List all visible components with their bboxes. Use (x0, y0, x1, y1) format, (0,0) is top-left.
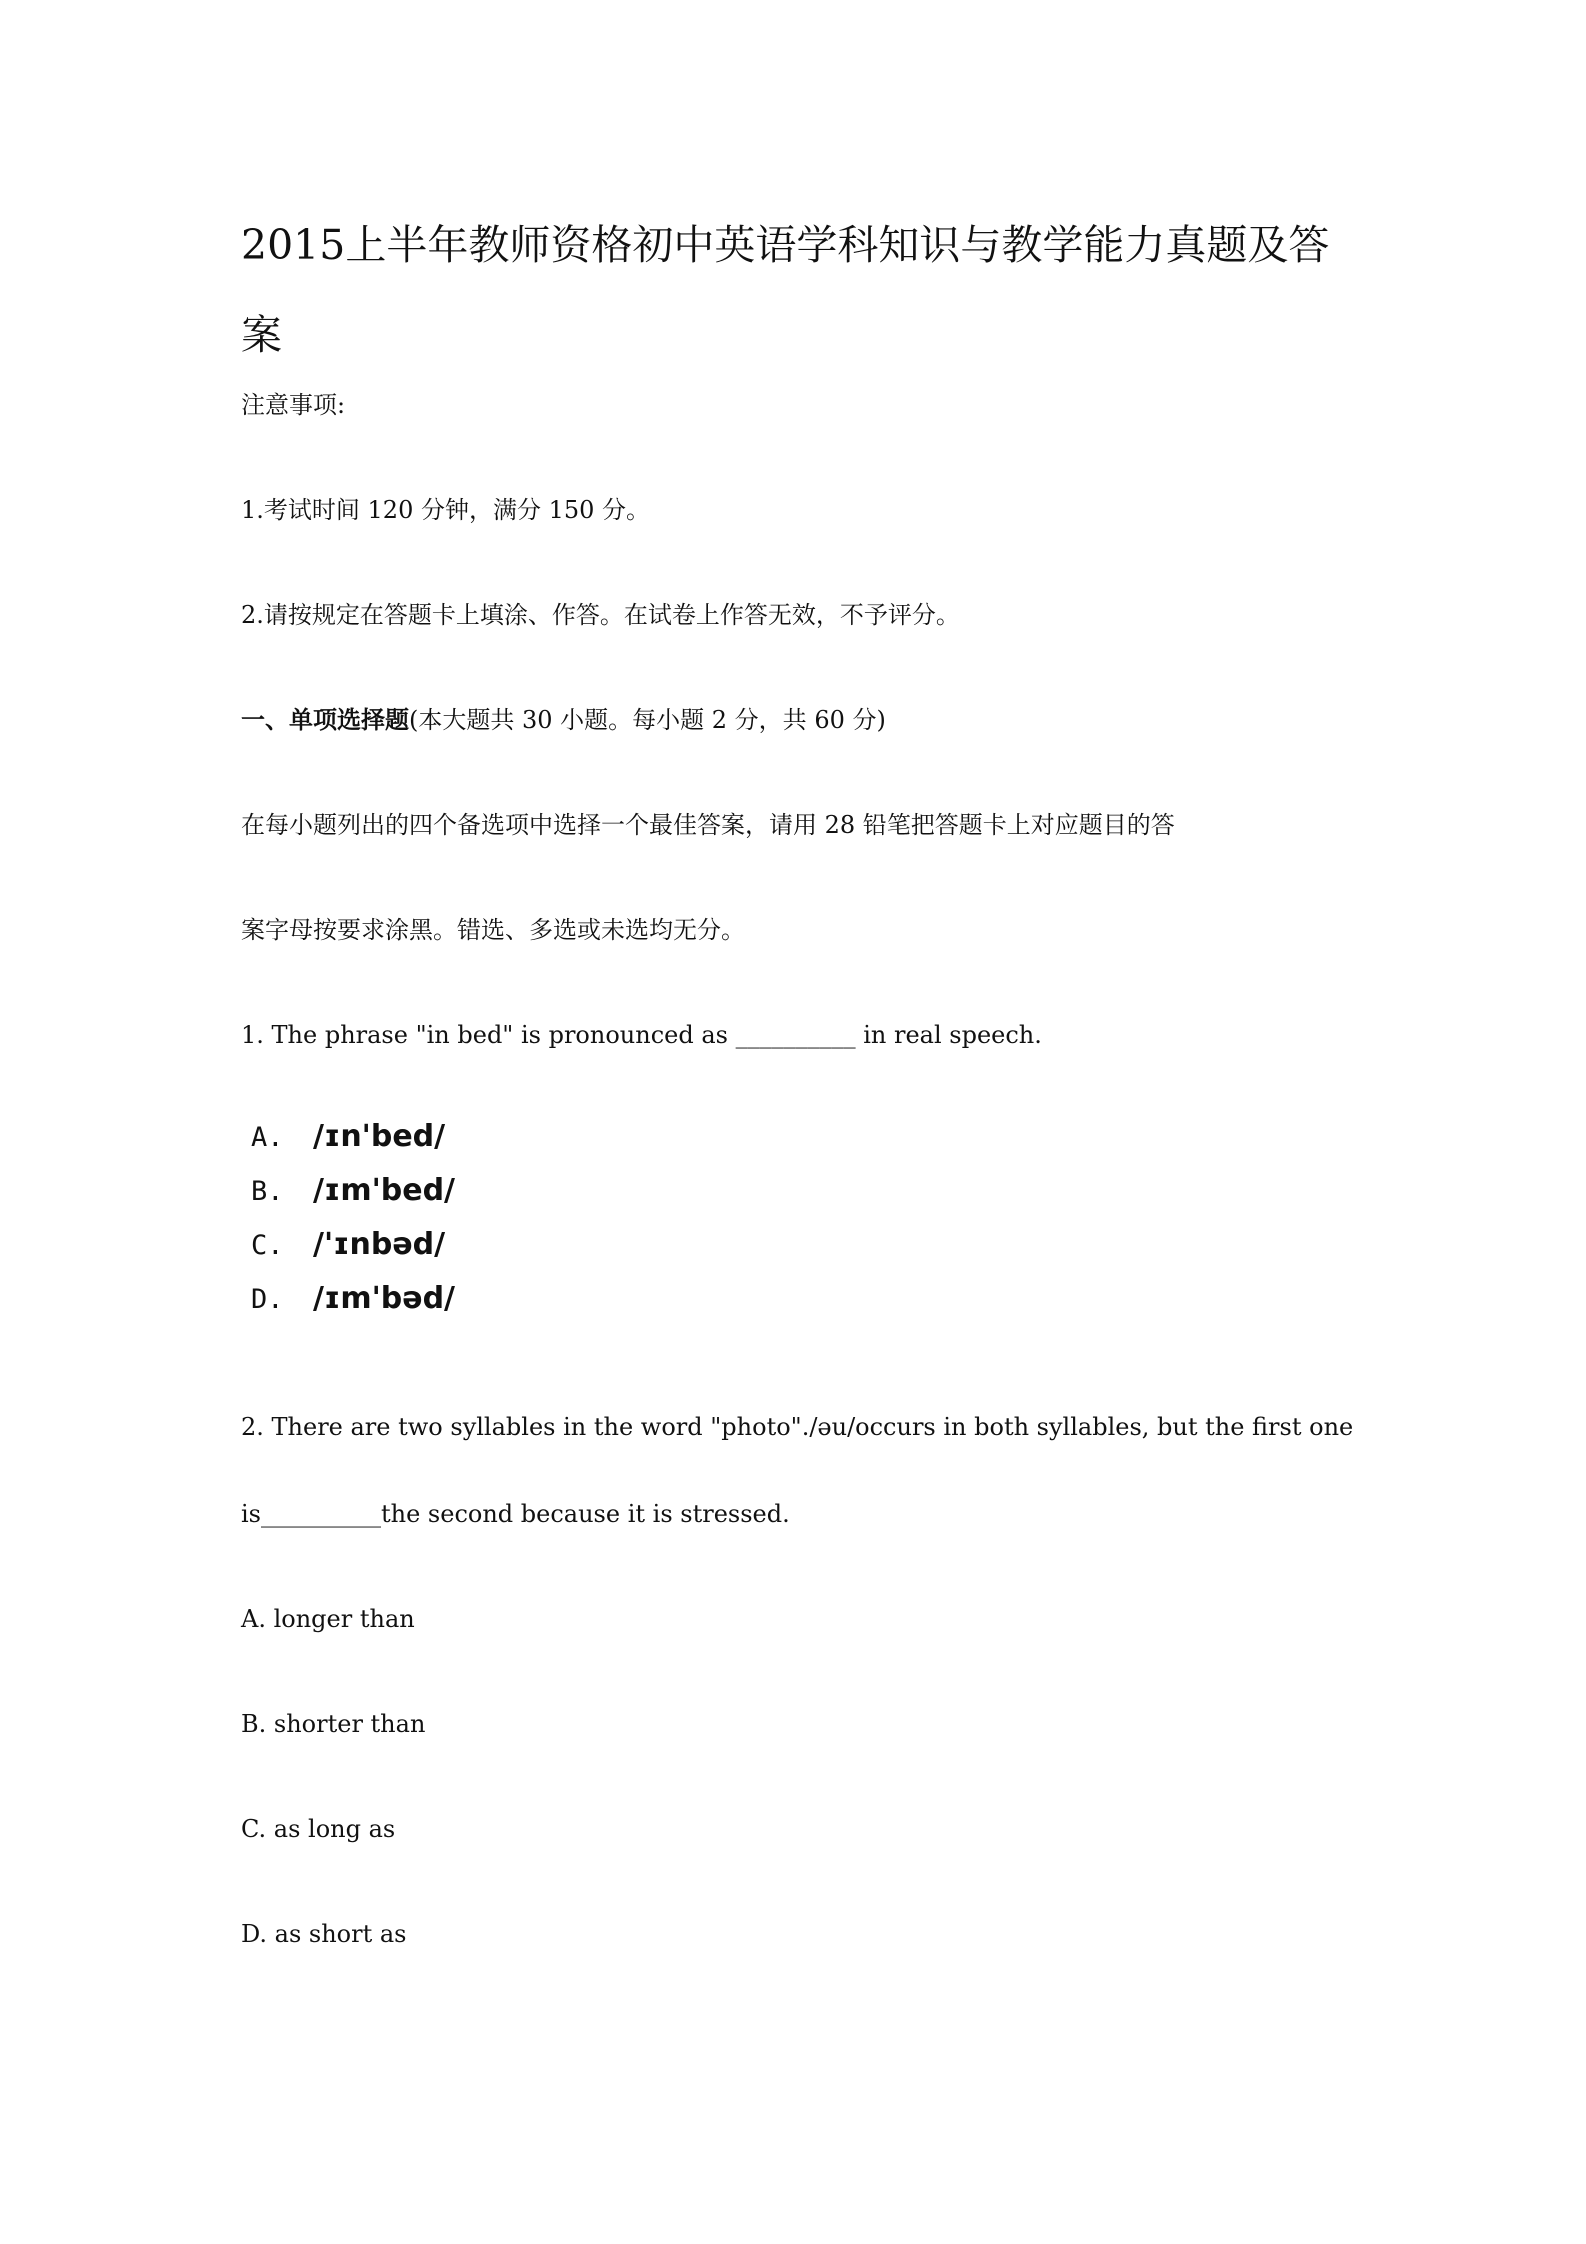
instructions-line: 案字母按要求涂黑。错选、多选或未选均无分。 (241, 916, 745, 944)
option-letter: B. (251, 1176, 284, 1207)
question-2-text-line: is__________the second because it is stressed. (241, 1500, 790, 1528)
note-item: 1.考试时间 120 分钟，满分 150 分。 (241, 496, 651, 524)
option-ipa: /ɪn'bed/ (313, 1119, 446, 1154)
option-ipa: /'ɪnbəd/ (313, 1227, 446, 1262)
question-1-option (251, 1225, 445, 1266)
question-1-option (251, 1117, 445, 1158)
section-heading-bold: 一、单项选择题 (241, 705, 409, 734)
option-ipa: /ɪm'bed/ (313, 1173, 456, 1208)
section-heading-rest: (本大题共 30 小题。每小题 2 分，共 60 分) (409, 706, 886, 734)
note-item: 2.请按规定在答题卡上填涂、作答。在试卷上作答无效，不予评分。 (241, 601, 960, 629)
section-heading (241, 703, 886, 737)
option-letter: C. (251, 1230, 284, 1261)
option-letter: A. (251, 1122, 284, 1153)
notes-heading: 注意事项: (241, 391, 346, 419)
question-2-text-line: 2. There are two syllables in the word "photo"./əu/occurs in both syllables, but the first one (241, 1413, 1354, 1441)
question-1-option (251, 1279, 455, 1320)
document-title: 2015上半年教师资格初中英语学科知识与教学能力真题及答案 (241, 221, 1330, 359)
question-2-option: B. shorter than (241, 1710, 426, 1738)
option-letter: D. (251, 1284, 284, 1315)
question-1-option (251, 1171, 455, 1212)
instructions-line: 在每小题列出的四个备选项中选择一个最佳答案，请用 28 铅笔把答题卡上对应题目的答 (241, 811, 1175, 839)
question-2-option: D. as short as (241, 1920, 407, 1948)
question-2-option: C. as long as (241, 1815, 396, 1843)
question-2-option: A. longer than (241, 1605, 415, 1633)
option-ipa: /ɪm'bəd/ (313, 1281, 456, 1316)
question-1-text: 1. The phrase "in bed" is pronounced as __________ in real speech. (241, 1021, 1042, 1049)
